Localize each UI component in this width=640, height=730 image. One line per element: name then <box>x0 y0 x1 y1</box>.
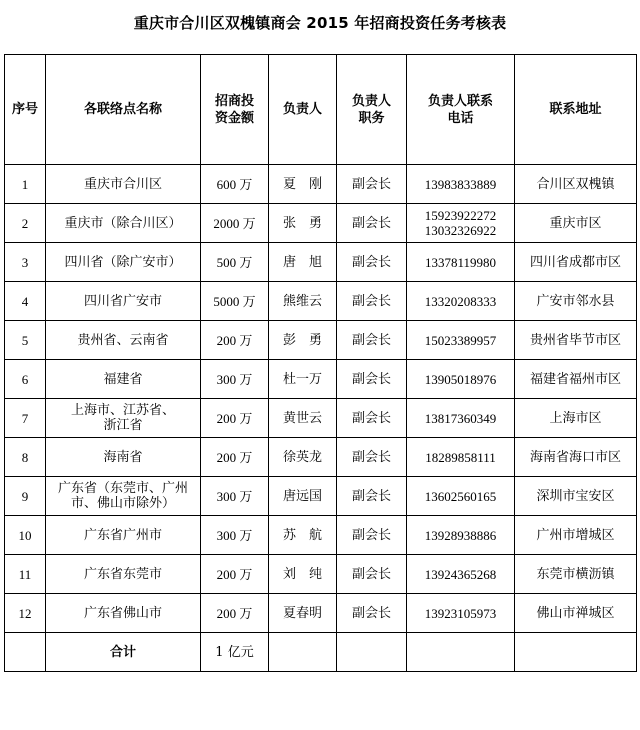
cell-amount: 200 万 <box>201 555 269 594</box>
cell-name: 上海市、江苏省、 浙江省 <box>46 399 201 438</box>
cell-seq: 4 <box>5 282 46 321</box>
cell-address: 广州市增城区 <box>515 516 637 555</box>
cell-person: 唐远国 <box>269 477 337 516</box>
cell-person: 唐 旭 <box>269 243 337 282</box>
cell-position: 副会长 <box>337 594 407 633</box>
cell-amount: 200 万 <box>201 399 269 438</box>
cell-name: 广东省（东莞市、广州 市、佛山市除外） <box>46 477 201 516</box>
cell-person: 黄世云 <box>269 399 337 438</box>
cell-person: 刘 纯 <box>269 555 337 594</box>
cell-amount: 200 万 <box>201 321 269 360</box>
cell-phone: 13983833889 <box>407 165 515 204</box>
cell-position: 副会长 <box>337 204 407 243</box>
table-row <box>5 594 637 633</box>
table-row <box>5 165 637 204</box>
cell-name: 广东省广州市 <box>46 516 201 555</box>
cell-person: 杜一万 <box>269 360 337 399</box>
cell-seq: 2 <box>5 204 46 243</box>
cell-name: 四川省（除广安市） <box>46 243 201 282</box>
cell-seq: 8 <box>5 438 46 477</box>
header-seq: 序号 <box>5 55 46 165</box>
cell-address: 上海市区 <box>515 399 637 438</box>
total-amount: 1 亿元 <box>201 633 269 672</box>
cell-amount: 300 万 <box>201 477 269 516</box>
cell-phone: 15023389957 <box>407 321 515 360</box>
cell-name: 重庆市合川区 <box>46 165 201 204</box>
cell-person: 夏 刚 <box>269 165 337 204</box>
cell-person: 夏春明 <box>269 594 337 633</box>
cell-person: 徐英龙 <box>269 438 337 477</box>
cell-phone: 13905018976 <box>407 360 515 399</box>
table-row <box>5 282 637 321</box>
cell-name: 广东省佛山市 <box>46 594 201 633</box>
cell-position: 副会长 <box>337 555 407 594</box>
cell-position: 副会长 <box>337 399 407 438</box>
cell-name: 广东省东莞市 <box>46 555 201 594</box>
total-position-cell <box>337 633 407 672</box>
cell-address: 贵州省毕节市区 <box>515 321 637 360</box>
total-row <box>5 633 637 672</box>
cell-amount: 200 万 <box>201 594 269 633</box>
cell-name: 福建省 <box>46 360 201 399</box>
total-label: 合计 <box>46 633 201 672</box>
cell-name: 贵州省、云南省 <box>46 321 201 360</box>
table-row <box>5 243 637 282</box>
cell-address: 四川省成都市区 <box>515 243 637 282</box>
cell-address: 佛山市禅城区 <box>515 594 637 633</box>
total-phone-cell <box>407 633 515 672</box>
cell-person: 苏 航 <box>269 516 337 555</box>
cell-seq: 6 <box>5 360 46 399</box>
table-row <box>5 516 637 555</box>
cell-seq: 7 <box>5 399 46 438</box>
header-position: 负责人 职务 <box>337 55 407 165</box>
cell-position: 副会长 <box>337 282 407 321</box>
cell-phone: 13320208333 <box>407 282 515 321</box>
cell-position: 副会长 <box>337 243 407 282</box>
header-phone: 负责人联系 电话 <box>407 55 515 165</box>
cell-address: 海南省海口市区 <box>515 438 637 477</box>
cell-amount: 5000 万 <box>201 282 269 321</box>
investment-task-table <box>4 54 637 672</box>
cell-position: 副会长 <box>337 438 407 477</box>
cell-position: 副会长 <box>337 165 407 204</box>
total-person-cell <box>269 633 337 672</box>
cell-address: 合川区双槐镇 <box>515 165 637 204</box>
cell-amount: 600 万 <box>201 165 269 204</box>
total-address-cell <box>515 633 637 672</box>
cell-name: 四川省广安市 <box>46 282 201 321</box>
table-row <box>5 477 637 516</box>
cell-phone: 18289858111 <box>407 438 515 477</box>
cell-seq: 11 <box>5 555 46 594</box>
cell-person: 熊维云 <box>269 282 337 321</box>
cell-name: 重庆市（除合川区） <box>46 204 201 243</box>
cell-name: 海南省 <box>46 438 201 477</box>
cell-address: 广安市邻水县 <box>515 282 637 321</box>
header-person: 负责人 <box>269 55 337 165</box>
cell-seq: 3 <box>5 243 46 282</box>
cell-position: 副会长 <box>337 477 407 516</box>
cell-amount: 200 万 <box>201 438 269 477</box>
cell-phone: 13928938886 <box>407 516 515 555</box>
cell-seq: 12 <box>5 594 46 633</box>
total-seq-cell <box>5 633 46 672</box>
header-row <box>5 55 637 165</box>
header-name: 各联络点名称 <box>46 55 201 165</box>
table-row <box>5 438 637 477</box>
cell-position: 副会长 <box>337 516 407 555</box>
cell-address: 深圳市宝安区 <box>515 477 637 516</box>
table-body <box>5 165 637 633</box>
header-amount: 招商投 资金额 <box>201 55 269 165</box>
cell-seq: 10 <box>5 516 46 555</box>
cell-phone: 13817360349 <box>407 399 515 438</box>
cell-position: 副会长 <box>337 360 407 399</box>
cell-address: 重庆市区 <box>515 204 637 243</box>
table-row <box>5 555 637 594</box>
cell-amount: 300 万 <box>201 360 269 399</box>
cell-person: 彭 勇 <box>269 321 337 360</box>
page-title: 重庆市合川区双槐镇商会 2015 年招商投资任务考核表 <box>133 14 507 32</box>
table-row <box>5 399 637 438</box>
cell-amount: 500 万 <box>201 243 269 282</box>
cell-phone: 15923922272 13032326922 <box>407 204 515 243</box>
cell-seq: 5 <box>5 321 46 360</box>
cell-phone: 13923105973 <box>407 594 515 633</box>
cell-address: 东莞市横沥镇 <box>515 555 637 594</box>
cell-seq: 9 <box>5 477 46 516</box>
cell-amount: 2000 万 <box>201 204 269 243</box>
cell-phone: 13602560165 <box>407 477 515 516</box>
cell-seq: 1 <box>5 165 46 204</box>
table-row <box>5 204 637 243</box>
table-row <box>5 360 637 399</box>
table-row <box>5 321 637 360</box>
header-address: 联系地址 <box>515 55 637 165</box>
cell-person: 张 勇 <box>269 204 337 243</box>
cell-phone: 13924365268 <box>407 555 515 594</box>
cell-position: 副会长 <box>337 321 407 360</box>
cell-phone: 13378119980 <box>407 243 515 282</box>
cell-amount: 300 万 <box>201 516 269 555</box>
cell-address: 福建省福州市区 <box>515 360 637 399</box>
